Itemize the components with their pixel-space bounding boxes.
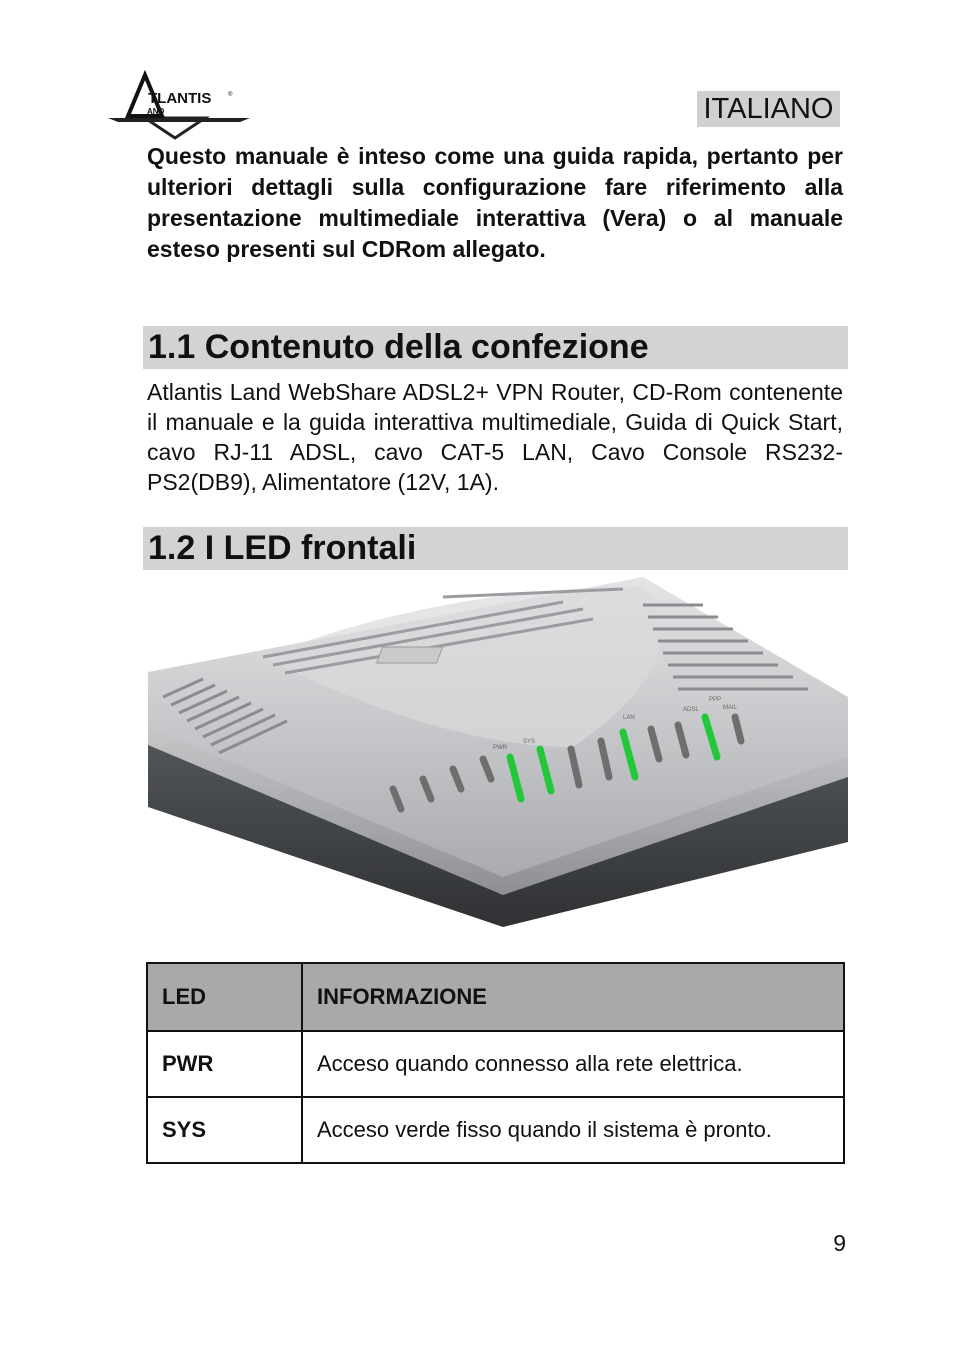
header-led: LED bbox=[147, 963, 302, 1031]
table-header-row bbox=[147, 963, 844, 1031]
led-info: Acceso verde fisso quando il sistema è pronto. bbox=[302, 1097, 844, 1163]
router-label-pwr: PWR bbox=[493, 745, 507, 751]
svg-text:AND: AND bbox=[147, 107, 165, 116]
table-row bbox=[147, 1031, 844, 1097]
page-number: 9 bbox=[833, 1230, 846, 1256]
router-label-sys: SYS bbox=[523, 739, 536, 745]
led-name: SYS bbox=[147, 1097, 302, 1163]
led-table bbox=[146, 962, 845, 1164]
router-label-lan: LAN bbox=[623, 715, 635, 721]
router-label-mail: MAIL bbox=[723, 705, 738, 711]
intro-paragraph: Questo manuale è inteso come una guida rapida, pertanto per ulteriori dettagli sulla configurazione fare riferimento alla presentazione multimediale interattiva (Vera) o al manuale esteso presenti sul CDRom allegato. bbox=[147, 143, 843, 262]
table-row bbox=[147, 1097, 844, 1163]
package-contents-text: Atlantis Land WebShare ADSL2+ VPN Router, CD-Rom contenente il manuale e la guida interattiva multimediale, Guida di Quick Start, cavo RJ-11 ADSL, cavo CAT-5 LAN, Cavo Console RS232-PS2(DB9), Alimentatore (12V, 1A). bbox=[147, 379, 843, 495]
router-front-image bbox=[143, 577, 848, 927]
svg-text:TLANTIS: TLANTIS bbox=[148, 90, 212, 107]
led-info: Acceso quando connesso alla rete elettrica. bbox=[302, 1031, 844, 1097]
header-informazione: INFORMAZIONE bbox=[302, 963, 844, 1031]
svg-text:®: ® bbox=[228, 92, 233, 98]
language-label: ITALIANO bbox=[697, 91, 840, 127]
led-name: PWR bbox=[147, 1031, 302, 1097]
router-label-ppp: PPP bbox=[709, 697, 722, 703]
section-heading-package-contents: 1.1 Contenuto della confezione bbox=[143, 326, 848, 369]
router-label-adsl: ADSL bbox=[683, 707, 699, 713]
atlantis-land-logo bbox=[100, 70, 260, 140]
section-heading-front-leds: 1.2 I LED frontali bbox=[143, 527, 848, 570]
